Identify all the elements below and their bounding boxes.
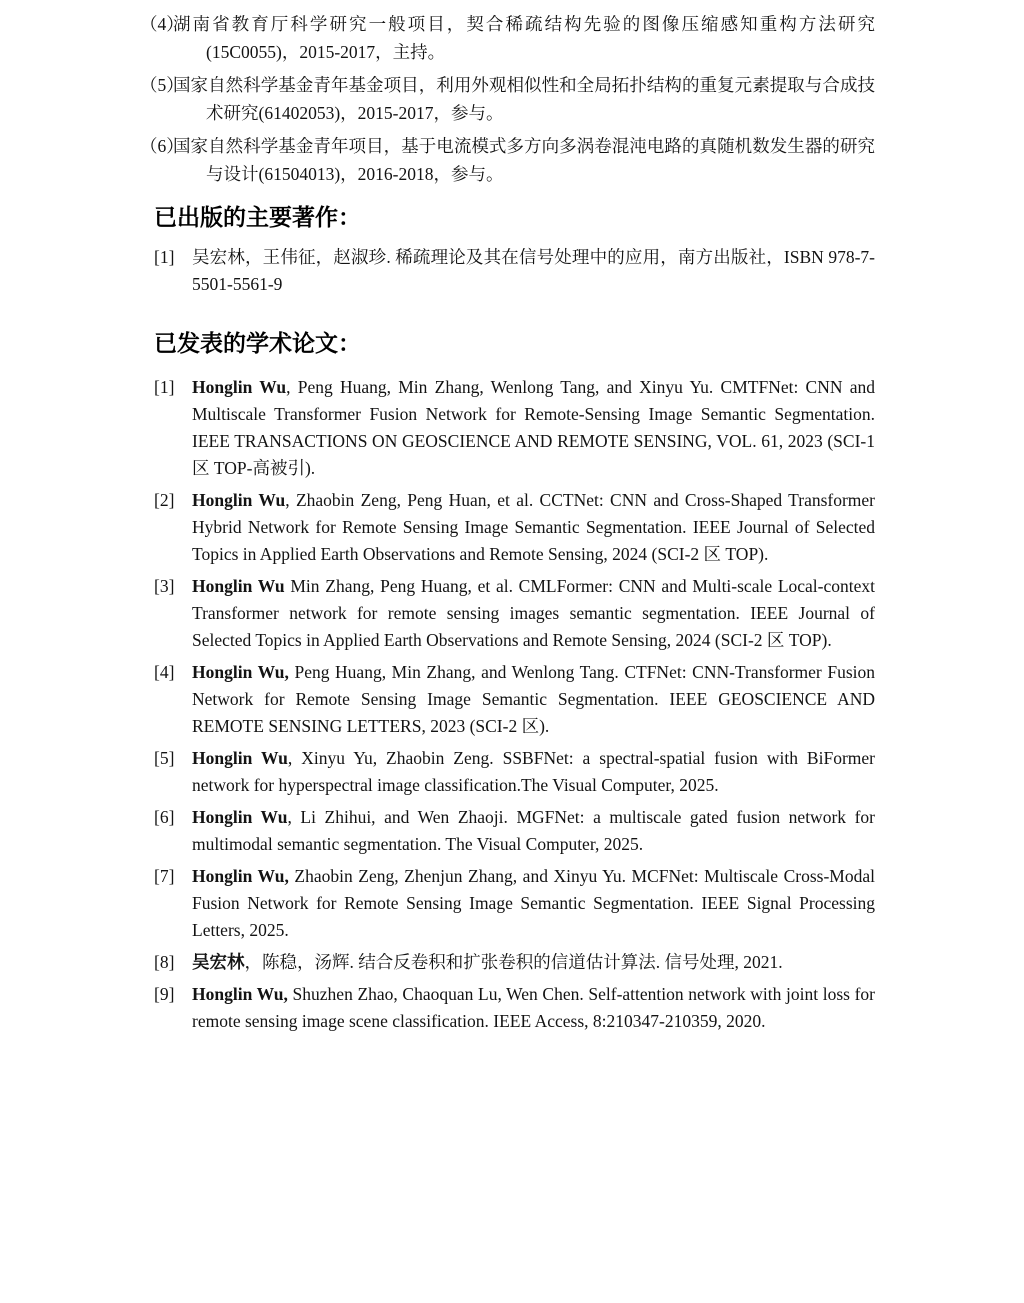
project-item	[140, 10, 875, 66]
paper-author: Honglin Wu	[192, 748, 288, 768]
paper-citation	[192, 573, 875, 654]
paper-number: [6]	[154, 807, 175, 827]
section-heading-books: 已出版的主要著作：	[154, 204, 361, 230]
paper-author: Honglin Wu,	[192, 866, 289, 886]
paper-citation-text: Shuzhen Zhao, Chaoquan Lu, Wen Chen. Self-attention network with joint loss for remote sensing image scene classification. IEEE Access, 8:210347-210359, 2020.	[192, 984, 876, 1031]
paper-citation-text: Peng Huang, Min Zhang, and Wenlong Tang. CTFNet: CNN-Transformer Fusion Network for Remote Sensing Image Semantic Segmentation. IEEE GEOSCIENCE AND REMOTE SENSING LETTERS, 2023 (SCI-2 区).	[192, 662, 875, 736]
book-item	[140, 244, 875, 298]
paper-item	[140, 863, 875, 944]
paper-number: [1]	[154, 377, 175, 397]
paper-item	[140, 487, 875, 568]
paper-number: [7]	[154, 866, 175, 886]
paper-number: [9]	[154, 984, 175, 1004]
paper-item	[140, 659, 875, 740]
paper-citation	[192, 374, 875, 482]
paper-item	[140, 804, 875, 858]
paper-author: Honglin Wu	[192, 490, 286, 510]
project-number: （5）	[140, 75, 184, 95]
paper-citation	[192, 745, 875, 799]
paper-citation-text: Zhaobin Zeng, Zhenjun Zhang, and Xinyu Yu. MCFNet: Multiscale Cross-Modal Fusion Network for Remote Sensing Image Semantic Segmentation. IEEE Signal Processing Letters, 2025.	[192, 866, 875, 940]
paper-item	[140, 981, 875, 1035]
paper-author: Honglin Wu	[192, 807, 288, 827]
paper-author: Honglin Wu	[192, 377, 287, 397]
paper-citation	[192, 949, 875, 976]
paper-citation-text: ，陈稳，汤辉. 结合反卷积和扩张卷积的信道估计算法. 信号处理, 2021.	[244, 952, 783, 972]
paper-number: [4]	[154, 662, 175, 682]
project-list	[140, 10, 875, 188]
paper-citation-text: , Peng Huang, Min Zhang, Wenlong Tang, and Xinyu Yu. CMTFNet: CNN and Multiscale Transformer Fusion Network for Remote-Sensing Image Semantic Segmentation. IEEE TRANSACTIONS ON GEOSCIENCE AND REMOTE SENSING, VOL. 61, 2023 (SCI-1 区 TOP-高被引).	[192, 377, 875, 478]
paper-citation-text: , Li Zhihui, and Wen Zhaoji. MGFNet: a multiscale gated fusion network for multimodal semantic segmentation. The Visual Computer, 2025.	[192, 807, 875, 854]
paper-item	[140, 745, 875, 799]
book-number: [1]	[154, 247, 175, 267]
project-item	[140, 132, 875, 188]
book-citation	[192, 244, 875, 298]
paper-author: Honglin Wu,	[192, 662, 289, 682]
paper-author: 吴宏林	[192, 952, 245, 972]
paper-item	[140, 949, 875, 976]
paper-author: Honglin Wu,	[192, 984, 288, 1004]
paper-item	[140, 573, 875, 654]
paper-number: [2]	[154, 490, 175, 510]
book-list	[140, 244, 875, 298]
project-text: 国家自然科学基金青年基金项目，利用外观相似性和全局拓扑结构的重复元素提取与合成技术研究(61402053)，2015-2017，参与。	[173, 75, 875, 123]
paper-list	[140, 374, 875, 1035]
paper-citation	[192, 487, 875, 568]
paper-citation-text: , Zhaobin Zeng, Peng Huan, et al. CCTNet: CNN and Cross-Shaped Transformer Hybrid Network for Remote Sensing Image Semantic Segmentation. IEEE Journal of Selected Topics in Applied Earth Observations and Remote Sensing, 2024 (SCI-2 区 TOP).	[192, 490, 876, 564]
paper-number: [5]	[154, 748, 175, 768]
document-content	[140, 10, 875, 1040]
paper-citation	[192, 863, 875, 944]
section-heading-papers: 已发表的学术论文：	[154, 330, 361, 356]
paper-number: [8]	[154, 952, 175, 972]
project-number: （4）	[140, 14, 184, 34]
paper-citation	[192, 981, 875, 1035]
paper-citation-text: , Xinyu Yu, Zhaobin Zeng. SSBFNet: a spectral-spatial fusion with BiFormer network for hyperspectral image classification.The Visual Computer, 2025.	[192, 748, 875, 795]
paper-author: Honglin Wu	[192, 576, 285, 596]
project-text: 国家自然科学基金青年项目，基于电流模式多方向多涡卷混沌电路的真随机数发生器的研究与设计(61504013)，2016-2018，参与。	[173, 136, 875, 184]
paper-citation-text: Min Zhang, Peng Huang, et al. CMLFormer: CNN and Multi-scale Local-context Transformer network for remote sensing images semantic segmentation. IEEE Journal of Selected Topics in Applied Earth Observations and Remote Sensing, 2024 (SCI-2 区 TOP).	[192, 576, 875, 650]
project-item	[140, 71, 875, 127]
book-citation-text: 吴宏林，王伟征，赵淑珍. 稀疏理论及其在信号处理中的应用，南方出版社，ISBN 978-7-5501-5561-9	[192, 247, 875, 294]
paper-citation	[192, 804, 875, 858]
paper-citation	[192, 659, 875, 740]
paper-number: [3]	[154, 576, 175, 596]
project-number: （6）	[140, 136, 184, 156]
paper-item	[140, 374, 875, 482]
project-text: 湖南省教育厅科学研究一般项目，契合稀疏结构先验的图像压缩感知重构方法研究(15C0055)，2015-2017，主持。	[173, 14, 875, 62]
